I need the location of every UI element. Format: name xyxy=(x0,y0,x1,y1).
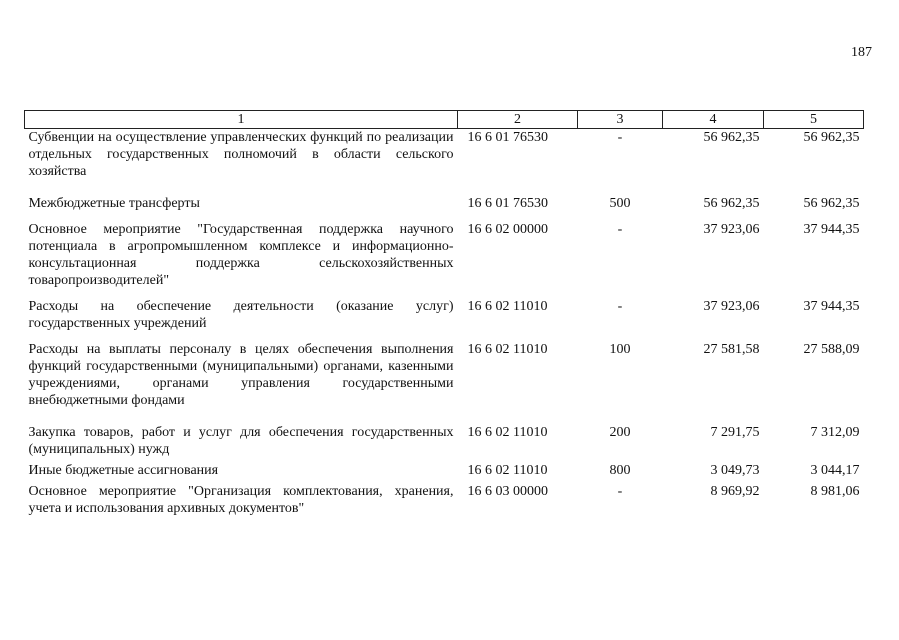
row-amount-1: 56 962,35 xyxy=(703,196,760,211)
row-expense-type: 200 xyxy=(609,425,631,440)
table-row xyxy=(25,424,864,462)
row-name: Основное мероприятие "Государственная поддержка научного потенциала в агропромышленном комплексе и информационно-консультационная поддержка сельскохозяйственных товаропроизводителей" xyxy=(28,222,454,288)
table-row xyxy=(25,221,864,298)
row-amount-2: 37 944,35 xyxy=(803,299,860,314)
row-amount-2: 27 588,09 xyxy=(803,342,860,357)
row-expense-type: - xyxy=(617,484,623,499)
row-amount-1: 27 581,58 xyxy=(703,342,760,357)
page-number: 187 xyxy=(851,45,872,60)
row-amount-2: 56 962,35 xyxy=(803,130,860,145)
row-expense-type: 800 xyxy=(609,463,631,478)
row-amount-1: 37 923,06 xyxy=(703,222,760,237)
row-name: Иные бюджетные ассигнования xyxy=(28,463,219,478)
table-row xyxy=(25,341,864,424)
row-amount-1: 7 291,75 xyxy=(710,425,760,440)
row-expense-type: - xyxy=(617,130,623,145)
row-name: Расходы на выплаты персоналу в целях обеспечения выполнения функций государственными (муниципальными) органами, казенными учреждениями, органами управления государственными внебюджетными фондами xyxy=(28,342,454,408)
row-expense-type: 500 xyxy=(609,196,631,211)
row-code: 16 6 01 76530 xyxy=(467,130,548,145)
header-row xyxy=(25,111,864,129)
row-amount-1: 56 962,35 xyxy=(703,130,760,145)
table-row xyxy=(25,195,864,221)
row-code: 16 6 02 11010 xyxy=(467,299,548,314)
table-body xyxy=(25,129,864,527)
row-code: 16 6 01 76530 xyxy=(467,196,548,211)
row-name: Основное мероприятие "Организация комплектования, хранения, учета и использования архивных документов" xyxy=(28,484,454,516)
row-code: 16 6 03 00000 xyxy=(467,484,548,499)
table-row xyxy=(25,462,864,483)
row-amount-2: 56 962,35 xyxy=(803,196,860,211)
header-col-1: 1 xyxy=(25,111,458,129)
table-header xyxy=(25,111,864,129)
row-expense-type: - xyxy=(617,299,623,314)
row-amount-1: 3 049,73 xyxy=(710,463,760,478)
row-amount-2: 8 981,06 xyxy=(810,484,860,499)
row-code: 16 6 02 11010 xyxy=(467,463,548,478)
row-name: Субвенции на осуществление управленческих функций по реализации отдельных государственных полномочий в области сельского хозяйства xyxy=(28,130,454,179)
header-col-2: 2 xyxy=(458,111,578,129)
row-amount-1: 37 923,06 xyxy=(703,299,760,314)
row-amount-2: 7 312,09 xyxy=(810,425,860,440)
row-amount-2: 3 044,17 xyxy=(810,463,860,478)
row-name: Расходы на обеспечение деятельности (оказание услуг) государственных учреждений xyxy=(28,299,454,331)
table-row xyxy=(25,129,864,196)
header-col-4: 4 xyxy=(663,111,764,129)
table-row xyxy=(25,298,864,341)
row-name: Закупка товаров, работ и услуг для обеспечения государственных (муниципальных) нужд xyxy=(28,425,454,457)
header-col-5: 5 xyxy=(764,111,864,129)
header-col-3: 3 xyxy=(578,111,663,129)
row-code: 16 6 02 00000 xyxy=(467,222,548,237)
row-code: 16 6 02 11010 xyxy=(467,342,548,357)
row-amount-2: 37 944,35 xyxy=(803,222,860,237)
row-expense-type: - xyxy=(617,222,623,237)
row-amount-1: 8 969,92 xyxy=(710,484,760,499)
row-expense-type: 100 xyxy=(609,342,631,357)
row-name: Межбюджетные трансферты xyxy=(28,196,200,211)
budget-table xyxy=(24,110,864,526)
table-row xyxy=(25,483,864,526)
row-code: 16 6 02 11010 xyxy=(467,425,548,440)
